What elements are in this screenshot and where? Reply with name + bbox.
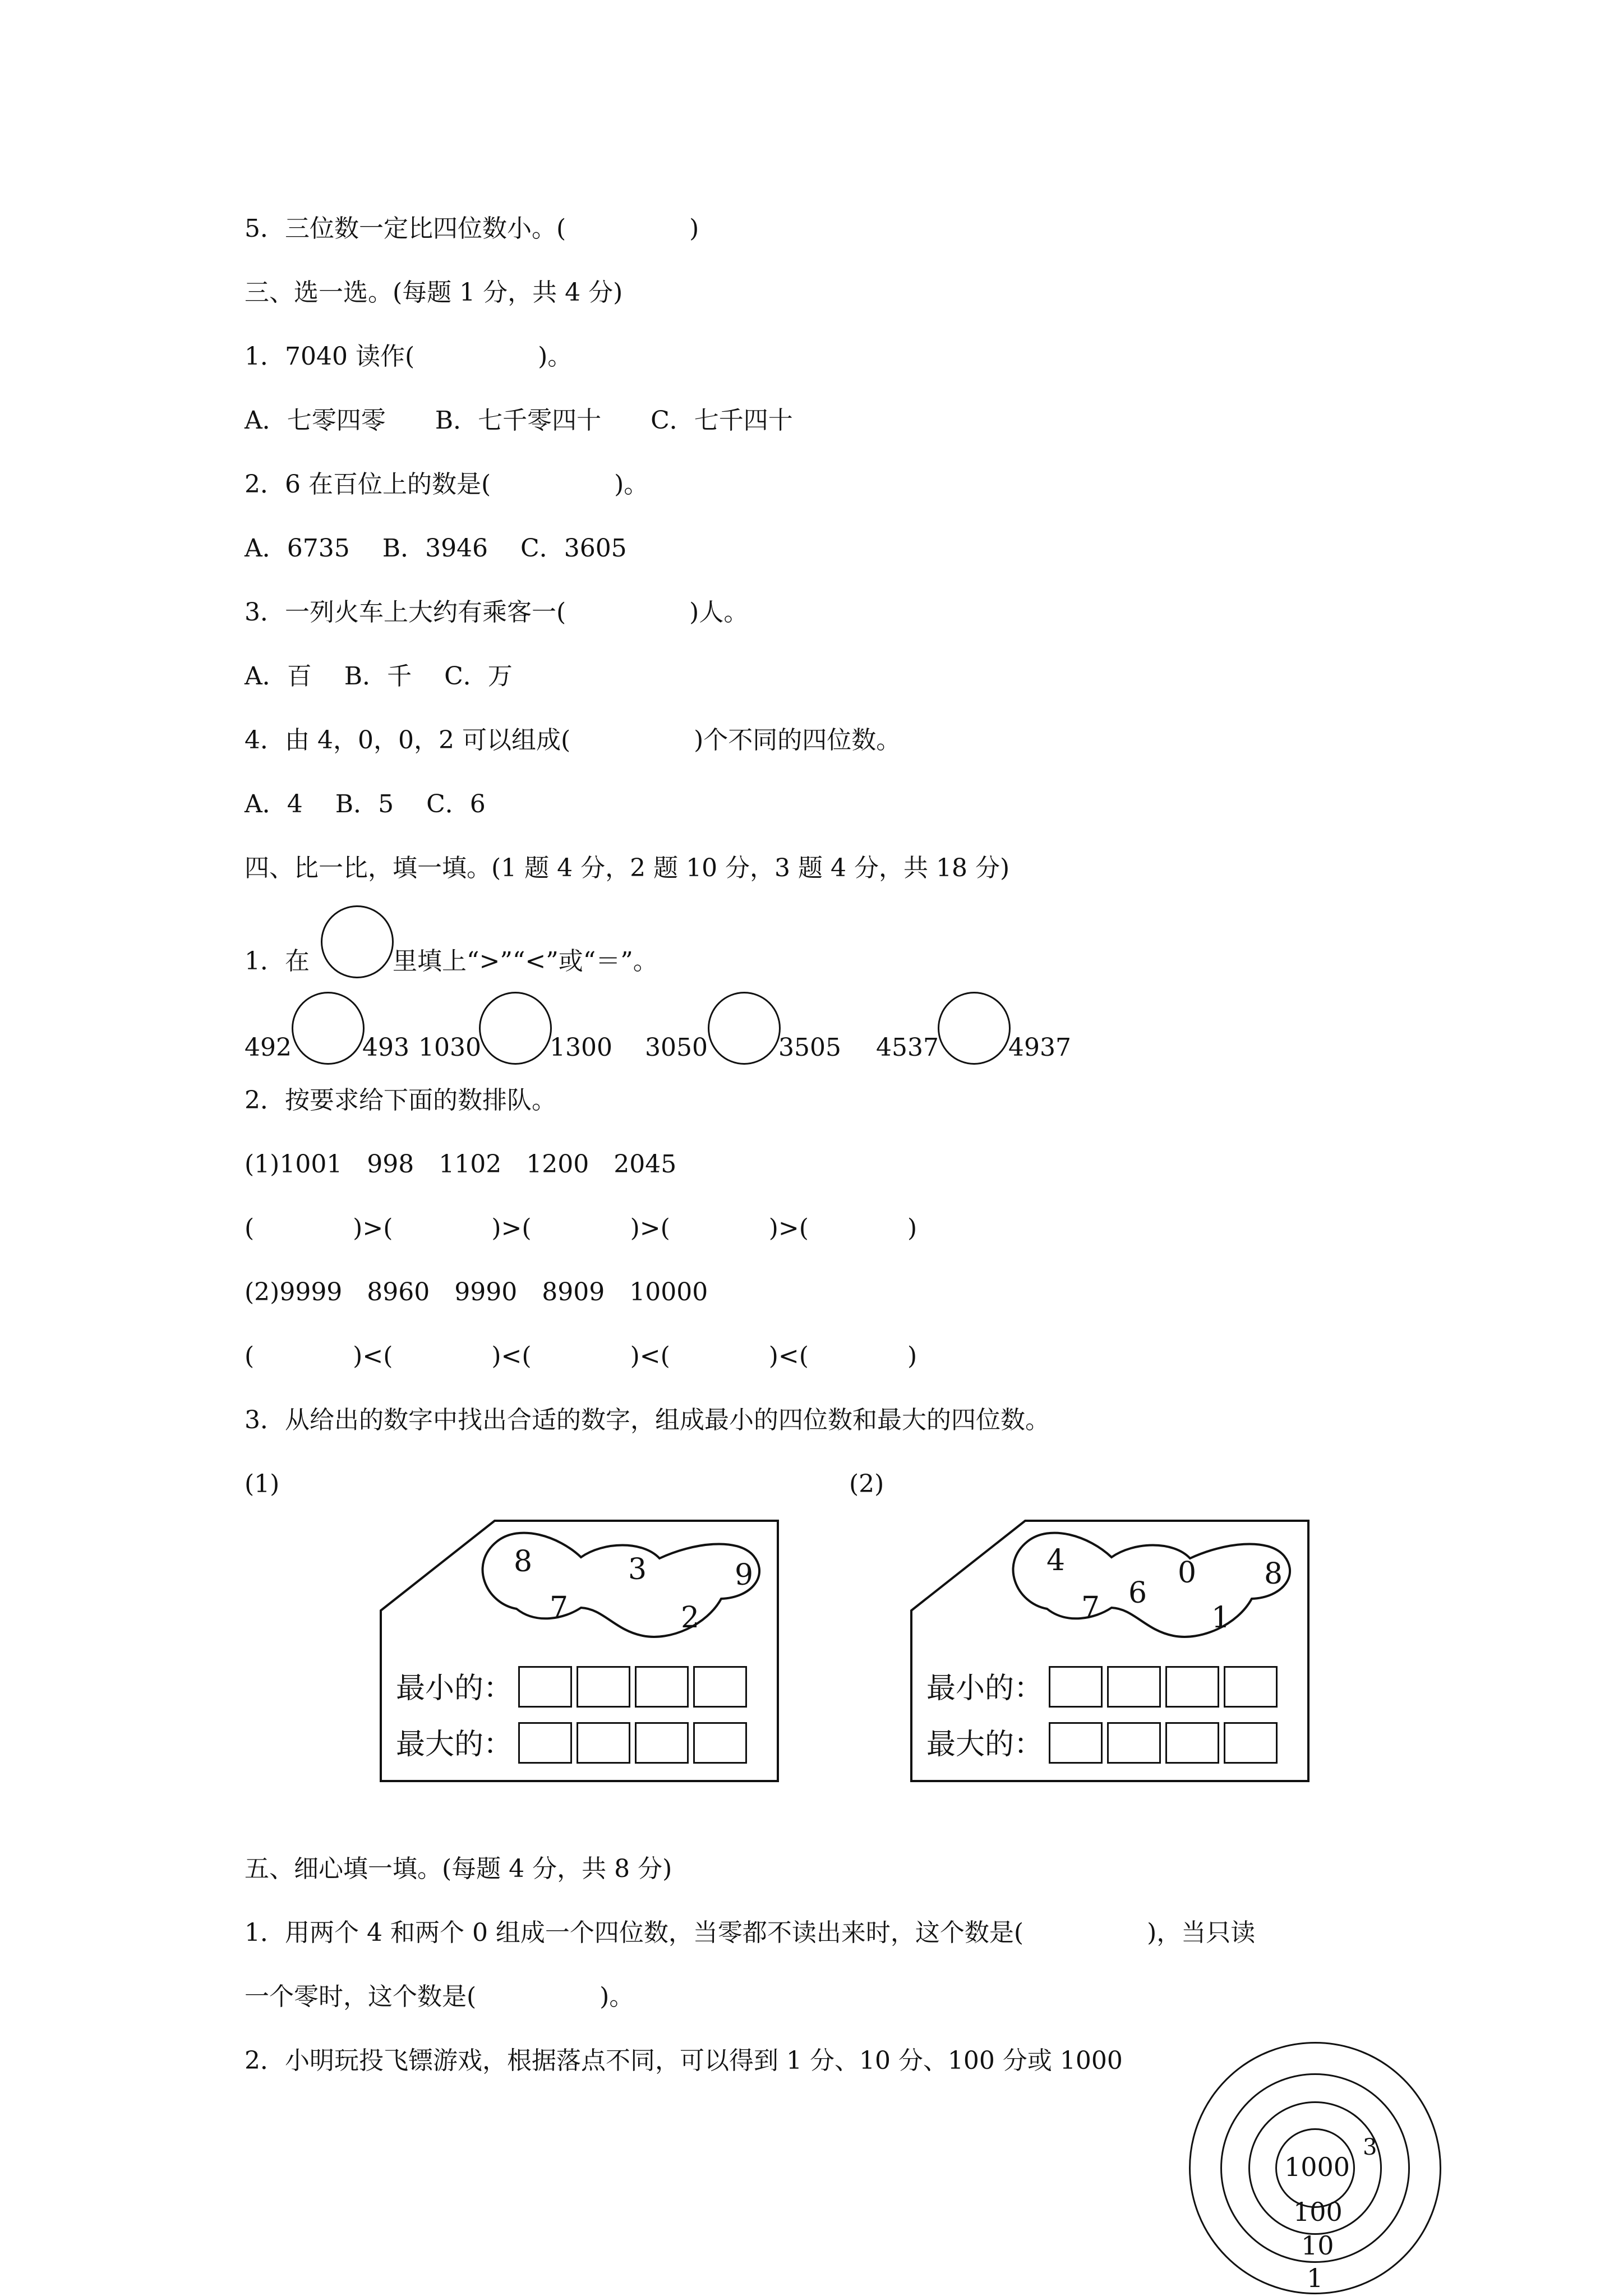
q4-3: 3．从给出的数字中找出合适的数字，组成最小的四位数和最大的四位数。 bbox=[245, 1406, 1050, 1434]
target-mark-3: 3 bbox=[1363, 2134, 1377, 2160]
target-score-10: 10 bbox=[1301, 2230, 1334, 2261]
section-5-title: 五、细心填一填。(每题 4 分，共 8 分) bbox=[245, 1855, 672, 1883]
q4-2-1-blanks[interactable]: ( )>( )>( )>( )>( ) bbox=[245, 1214, 917, 1243]
max-digit-box[interactable] bbox=[1165, 1722, 1219, 1764]
q3-4: 4．由 4，0，0，2 可以组成( )个不同的四位数。 bbox=[245, 726, 901, 754]
q3-4-options: A．4 B．5 C．6 bbox=[245, 790, 486, 818]
q3-1: 1．7040 读作( )。 bbox=[245, 342, 573, 371]
max-digit-box[interactable] bbox=[693, 1722, 747, 1764]
compare-right-4: 4937 bbox=[1008, 1033, 1071, 1062]
q4-3-part-2-label: (2) bbox=[849, 1470, 884, 1498]
q5-1-line-2: 一个零时，这个数是( )。 bbox=[245, 1982, 634, 2011]
compare-circle-3[interactable] bbox=[708, 992, 781, 1065]
q4-2: 2．按要求给下面的数排队。 bbox=[245, 1086, 556, 1115]
digit: 8 bbox=[514, 1545, 533, 1579]
min-digit-box[interactable] bbox=[1224, 1666, 1278, 1708]
digit: 0 bbox=[1178, 1556, 1197, 1590]
q3-3: 3．一列火车上大约有乘客一( )人。 bbox=[245, 598, 749, 627]
min-digit-box[interactable] bbox=[635, 1666, 689, 1708]
max-label: 最大的： bbox=[926, 1728, 1044, 1761]
max-digit-box[interactable] bbox=[635, 1722, 689, 1764]
min-digit-box[interactable] bbox=[1049, 1666, 1103, 1708]
target-score-1000: 1000 bbox=[1284, 2152, 1350, 2182]
compare-left-1: 492 bbox=[245, 1033, 292, 1062]
q3-2: 2．6 在百位上的数是( )。 bbox=[245, 470, 649, 499]
compare-circle-1[interactable] bbox=[292, 992, 365, 1065]
max-digit-box[interactable] bbox=[1107, 1722, 1161, 1764]
digit: 8 bbox=[1264, 1557, 1283, 1591]
compare-right-1: 493 bbox=[362, 1033, 409, 1062]
q5-1-line-1: 1．用两个 4 和两个 0 组成一个四位数，当零都不读出来时，这个数是( )，当只读 bbox=[245, 1918, 1256, 1947]
digit: 6 bbox=[1128, 1576, 1147, 1610]
min-digit-box[interactable] bbox=[693, 1666, 747, 1708]
section-3-title: 三、选一选。(每题 1 分，共 4 分) bbox=[245, 278, 623, 307]
max-label: 最大的： bbox=[396, 1728, 513, 1761]
q3-2-options: A．6735 B．3946 C．3605 bbox=[245, 534, 627, 563]
example-circle-icon bbox=[321, 905, 394, 978]
min-digit-box[interactable] bbox=[518, 1666, 572, 1708]
min-digit-box[interactable] bbox=[1165, 1666, 1219, 1708]
q4-3-part-1-label: (1) bbox=[245, 1470, 280, 1498]
q3-1-options: A．七零四零 B．七千零四十 C．七千四十 bbox=[245, 406, 793, 435]
q2-5-statement: 5．三位数一定比四位数小。( ) bbox=[245, 214, 699, 243]
digit: 3 bbox=[628, 1553, 647, 1586]
compare-circle-4[interactable] bbox=[938, 992, 1011, 1065]
section-4-title: 四、比一比，填一填。(1 题 4 分，2 题 10 分，3 题 4 分，共 18 分) bbox=[245, 854, 1010, 882]
digit: 9 bbox=[735, 1558, 754, 1592]
min-digit-box[interactable] bbox=[577, 1666, 630, 1708]
min-label: 最小的： bbox=[396, 1672, 513, 1705]
q4-1-prefix: 1．在 bbox=[245, 947, 310, 976]
q4-2-2-numbers: (2)9999 8960 9990 8909 10000 bbox=[245, 1278, 708, 1306]
digit: 7 bbox=[1081, 1591, 1100, 1625]
digit: 2 bbox=[681, 1601, 700, 1635]
max-digit-box[interactable] bbox=[577, 1722, 630, 1764]
compare-right-2: 1300 bbox=[550, 1033, 612, 1062]
q4-2-1-numbers: (1)1001 998 1102 1200 2045 bbox=[245, 1150, 677, 1179]
compare-right-3: 3505 bbox=[778, 1033, 841, 1062]
house-card-2 bbox=[910, 1519, 1310, 1783]
digit: 4 bbox=[1046, 1544, 1066, 1577]
min-label: 最小的： bbox=[926, 1672, 1044, 1705]
q3-3-options: A．百 B．千 C．万 bbox=[245, 662, 513, 691]
q4-2-2-blanks[interactable]: ( )<( )<( )<( )<( ) bbox=[245, 1342, 917, 1370]
dart-target bbox=[1189, 2042, 1441, 2296]
house-card-1 bbox=[379, 1519, 780, 1783]
compare-left-3: 3050 bbox=[645, 1033, 708, 1062]
target-score-1: 1 bbox=[1307, 2263, 1324, 2293]
max-digit-box[interactable] bbox=[1224, 1722, 1278, 1764]
target-score-100: 100 bbox=[1293, 2197, 1343, 2227]
q5-2-line-1: 2．小明玩投飞镖游戏，根据落点不同，可以得到 1 分、10 分、100 分或 1000 bbox=[245, 2046, 1123, 2075]
min-digit-box[interactable] bbox=[1107, 1666, 1161, 1708]
compare-left-2: 1030 bbox=[418, 1033, 481, 1062]
digit: 7 bbox=[550, 1591, 569, 1625]
digit: 1 bbox=[1211, 1601, 1230, 1635]
compare-circle-2[interactable] bbox=[479, 992, 552, 1065]
compare-left-4: 4537 bbox=[876, 1033, 939, 1062]
q4-1-suffix: 里填上“>”“<”或“＝”。 bbox=[393, 947, 658, 976]
max-digit-box[interactable] bbox=[518, 1722, 572, 1764]
max-digit-box[interactable] bbox=[1049, 1722, 1103, 1764]
